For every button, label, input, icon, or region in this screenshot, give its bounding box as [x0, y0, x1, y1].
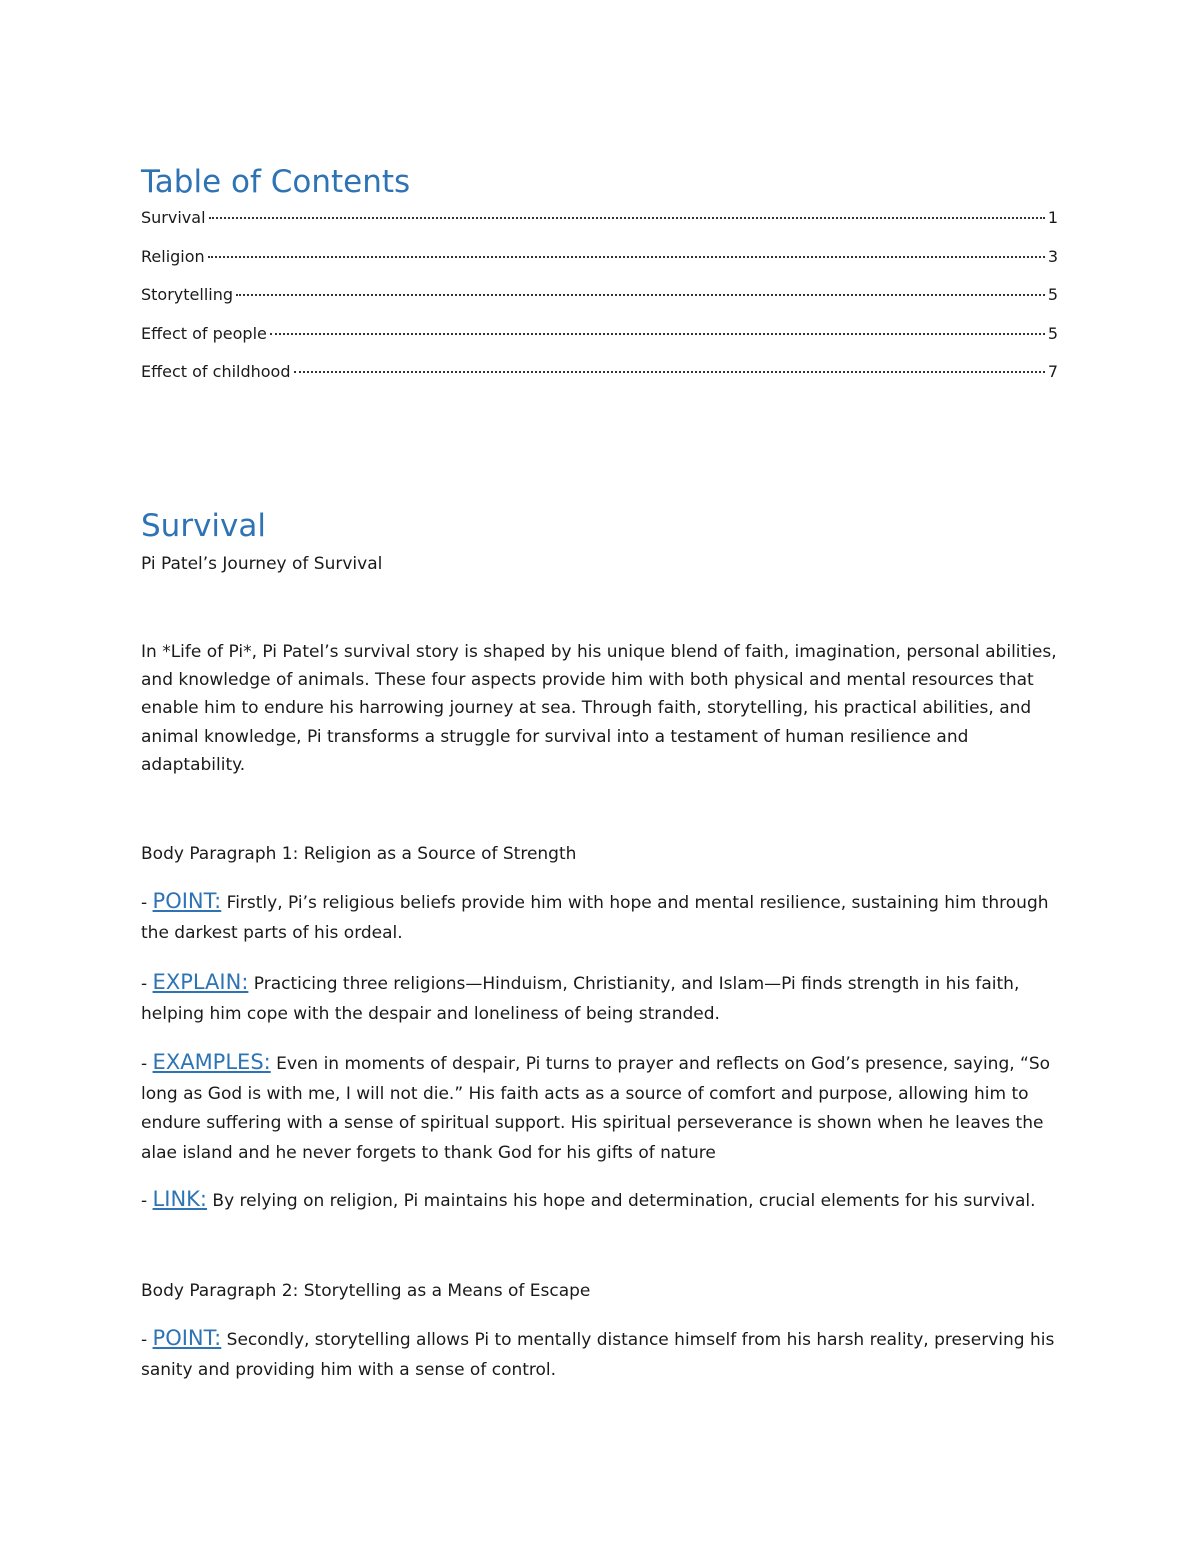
- body-paragraph-2-heading: Body Paragraph 2: Storytelling as a Means of Escape: [141, 1281, 591, 1301]
- explain-text: Practicing three religions—Hinduism, Christianity, and Islam—Pi finds strength in his faith, helping him cope with the despair and loneliness of being stranded.: [141, 974, 1020, 1024]
- point-paragraph: [141, 1324, 1061, 1385]
- toc-entry-storytelling[interactable]: [141, 283, 1058, 322]
- toc-dot-leader: [270, 333, 1045, 335]
- explain-paragraph: [141, 968, 1061, 1029]
- examples-text: Even in moments of despair, Pi turns to prayer and reflects on God’s presence, saying, “So long as God is with me, I will not die.” His faith acts as a source of comfort and purpose, allowing him to endure suffering with a sense of spiritual support. His spiritual perseverance is shown when he leaves the alae island and he never forgets to thank God for his gifts of nature: [141, 1054, 1051, 1163]
- bullet-dash: -: [141, 974, 153, 994]
- toc-title: Table of Contents: [141, 164, 411, 200]
- toc-entry-page: 5: [1047, 285, 1058, 304]
- toc-entry-effect-of-childhood[interactable]: [141, 360, 1058, 399]
- link-paragraph: [141, 1185, 1061, 1217]
- toc-entry-page: 1: [1047, 208, 1058, 227]
- toc-dot-leader: [294, 371, 1045, 373]
- toc-entry-religion[interactable]: [141, 245, 1058, 284]
- body-paragraph-1-heading: Body Paragraph 1: Religion as a Source of Strength: [141, 844, 577, 864]
- toc-entry-label: Storytelling: [141, 285, 234, 304]
- section-subtitle: Pi Patel’s Journey of Survival: [141, 554, 383, 574]
- toc-dot-leader: [209, 217, 1045, 219]
- link-marker: LINK:: [152, 1187, 207, 1211]
- toc-entry-label: Survival: [141, 208, 206, 227]
- bullet-dash: -: [141, 1330, 153, 1350]
- section-title: Survival: [141, 508, 266, 544]
- point-paragraph: [141, 887, 1061, 948]
- bullet-dash: -: [141, 893, 153, 913]
- link-text: By relying on religion, Pi maintains his hope and determination, crucial elements for his survival.: [207, 1191, 1036, 1211]
- toc-entry-effect-of-people[interactable]: [141, 322, 1058, 361]
- explain-marker: EXPLAIN:: [152, 970, 249, 994]
- toc-entry-label: Effect of childhood: [141, 362, 291, 381]
- intro-paragraph: In *Life of Pi*, Pi Patel’s survival story is shaped by his unique blend of faith, imagination, personal abilities, and knowledge of animals. These four aspects provide him with both physical and mental resources that enable him to endure his harrowing journey at sea. Through faith, storytelling, his practical abilities, and animal knowledge, Pi transforms a struggle for survival into a testament of human resilience and adaptability.: [141, 642, 1057, 775]
- toc-entry-survival[interactable]: [141, 206, 1058, 245]
- toc-dot-leader: [236, 294, 1045, 296]
- toc-entry-label: Religion: [141, 246, 205, 266]
- toc-dot-leader: [208, 256, 1045, 258]
- bullet-dash: -: [141, 1191, 153, 1211]
- toc-entry-label: Effect of people: [141, 323, 267, 343]
- point-text: Firstly, Pi’s religious beliefs provide him with hope and mental resilience, sustaining him through the darkest parts of his ordeal.: [141, 893, 1049, 943]
- toc-entry-page: 3: [1047, 246, 1058, 266]
- point-marker: POINT:: [152, 889, 222, 913]
- toc-list: [141, 206, 1058, 399]
- bullet-dash: -: [141, 1054, 153, 1074]
- point-marker: POINT:: [152, 1326, 222, 1350]
- point-text: Secondly, storytelling allows Pi to mentally distance himself from his harsh reality, preserving his sanity and providing him with a sense of control.: [141, 1330, 1055, 1380]
- toc-entry-page: 5: [1047, 323, 1058, 343]
- toc-entry-page: 7: [1047, 362, 1058, 381]
- examples-marker: EXAMPLES:: [152, 1050, 271, 1074]
- examples-paragraph: [141, 1048, 1061, 1168]
